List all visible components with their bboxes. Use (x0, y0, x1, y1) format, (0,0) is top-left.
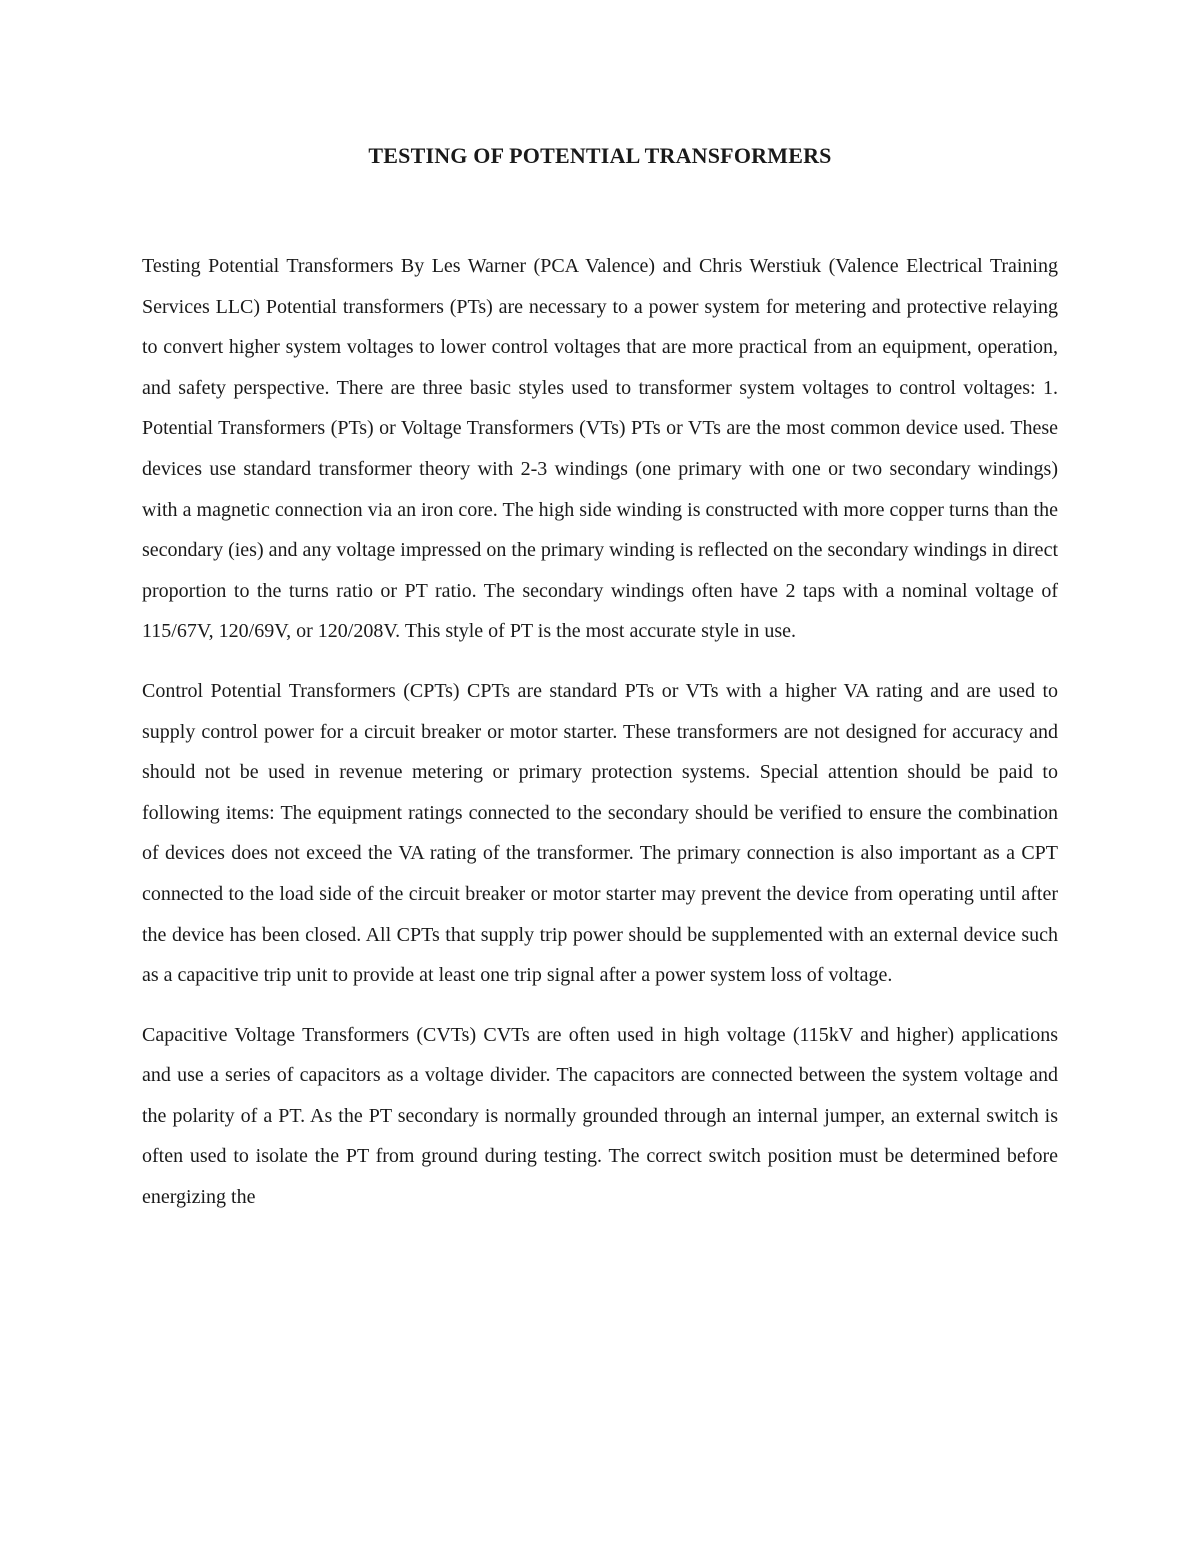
document-body (142, 246, 1058, 1237)
paragraph-pt-overview: Testing Potential Transformers By Les Warner (PCA Valence) and Chris Werstiuk (Valence Electrical Training Services LLC) Potential transformers (PTs) are necessary to a power system for metering and protective relaying to convert higher system voltages to lower control voltages that are more practical from an equipment, operation, and safety perspective. There are three basic styles used to transformer system voltages to control voltages: 1. Potential Transformers (PTs) or Voltage Transformers (VTs) PTs or VTs are the most common device used. These devices use standard transformer theory with 2-3 windings (one primary with one or two secondary windings) with a magnetic connection via an iron core. The high side winding is constructed with more copper turns than the secondary (ies) and any voltage impressed on the primary winding is reflected on the secondary windings in direct proportion to the turns ratio or PT ratio. The secondary windings often have 2 taps with a nominal voltage of 115/67V, 120/69V, or 120/208V. This style of PT is the most accurate style in use. (142, 255, 1058, 643)
paragraph-cpt: Control Potential Transformers (CPTs) CPTs are standard PTs or VTs with a higher VA rating and are used to supply control power for a circuit breaker or motor starter. These transformers are not designed for accuracy and should not be used in revenue metering or primary protection systems. Special attention should be paid to following items: The equipment ratings connected to the secondary should be verified to ensure the combination of devices does not exceed the VA rating of the transformer. The primary connection is also important as a CPT connected to the load side of the circuit breaker or motor starter may prevent the device from operating until after the device has been closed. All CPTs that supply trip power should be supplemented with an external device such as a capacitive trip unit to provide at least one trip signal after a power system loss of voltage. (142, 679, 1058, 987)
document-title: TESTING OF POTENTIAL TRANSFORMERS (368, 143, 832, 168)
paragraph-cvt: Capacitive Voltage Transformers (CVTs) CVTs are often used in high voltage (115kV and higher) applications and use a series of capacitors as a voltage divider. The capacitors are connected between the system voltage and the polarity of a PT. As the PT secondary is normally grounded through an internal jumper, an external switch is often used to isolate the PT from ground during testing. The correct switch position must be determined before energizing the (142, 1023, 1058, 1209)
